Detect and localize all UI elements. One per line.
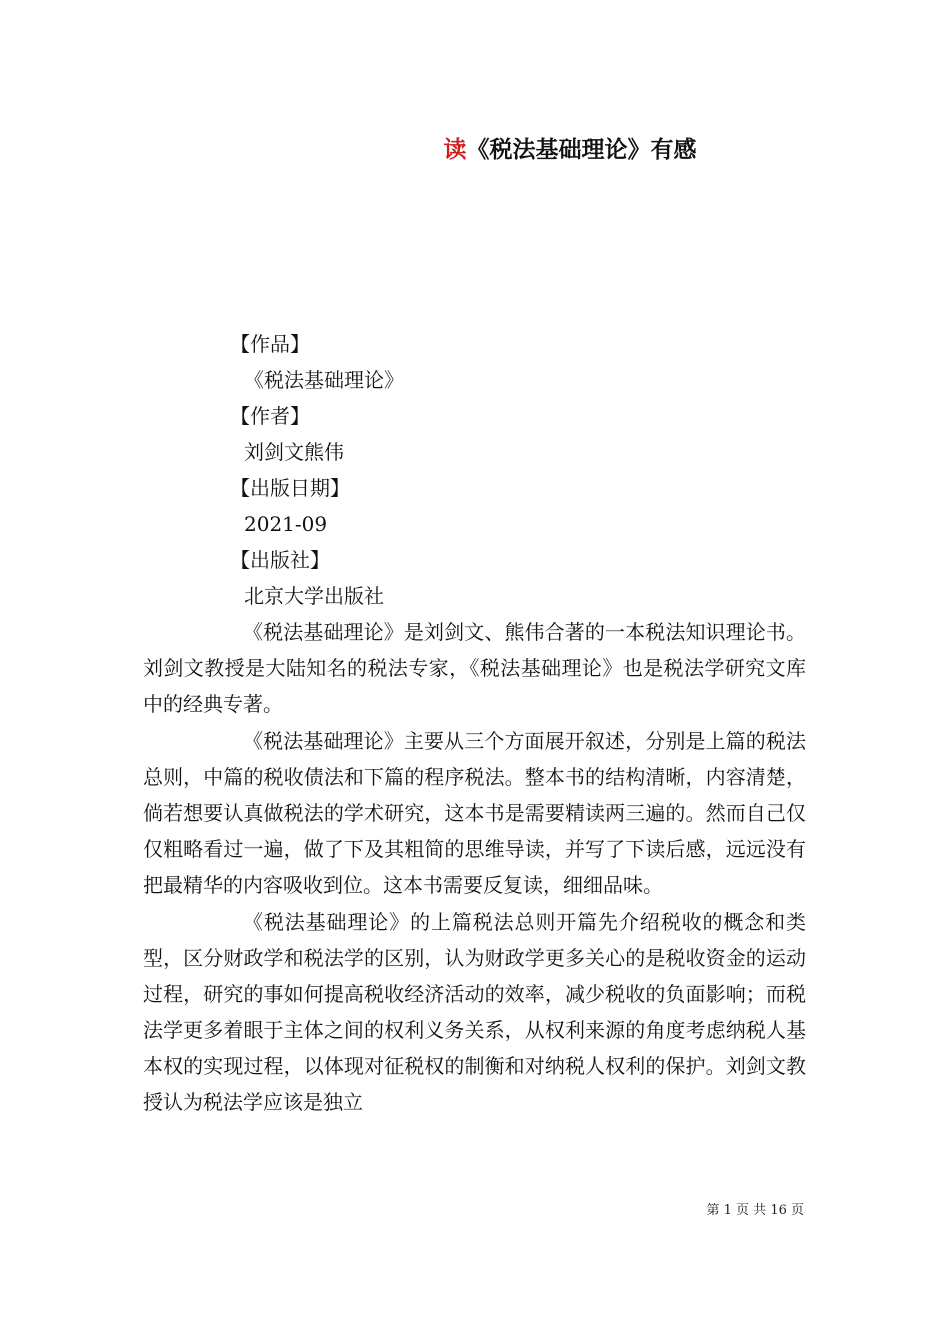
paragraph: 《税法基础理论》是刘剑文、熊伟合著的一本税法知识理论书。刘剑文教授是大陆知名的税法专家，《税法基础理论》也是税法学研究文库中的经典专著。 bbox=[143, 620, 806, 716]
paragraph: 《税法基础理论》的上篇税法总则开篇先介绍税收的概念和类型，区分财政学和税法学的区别，认为财政学更多关心的是税收资金的运动过程，研究的事如何提高税收经济活动的效率，减少税收的负面影响；而税法学更多着眼于主体之间的权利义务关系，从权利来源的角度考虑纳税人基本权的实现过程，以体现对征税权的制衡和对纳税人权利的保护。刘剑文教授认为税法学应该是独立 bbox=[143, 910, 806, 1114]
author-label: 【作者】 bbox=[230, 404, 310, 428]
publisher-label: 【出版社】 bbox=[230, 548, 330, 572]
work-value: 《税法基础理论》 bbox=[244, 368, 404, 392]
title-lead: 读 bbox=[443, 137, 467, 163]
book-metadata bbox=[230, 326, 790, 614]
document-body bbox=[143, 614, 806, 1121]
date-label: 【出版日期】 bbox=[230, 476, 350, 500]
paragraph: 《税法基础理论》主要从三个方面展开叙述，分别是上篇的税法总则，中篇的税收债法和下篇的程序税法。整本书的结构清晰，内容清楚，倘若想要认真做税法的学术研究，这本书是需要精读两三遍的。然而自己仅仅粗略看过一遍，做了下及其粗简的思维导读，并写了下读后感，远远没有把最精华的内容吸收到位。这本书需要反复读，细细品味。 bbox=[143, 729, 806, 897]
work-label: 【作品】 bbox=[230, 332, 310, 356]
page-number: 第 1 页 共 16 页 bbox=[706, 1203, 804, 1218]
document-title bbox=[140, 134, 950, 166]
publisher-value: 北京大学出版社 bbox=[244, 584, 384, 608]
author-value: 刘剑文熊伟 bbox=[244, 440, 344, 464]
date-value: 2021-09 bbox=[244, 512, 328, 536]
title-book-name: 《税法基础理论》有感 bbox=[466, 137, 697, 163]
